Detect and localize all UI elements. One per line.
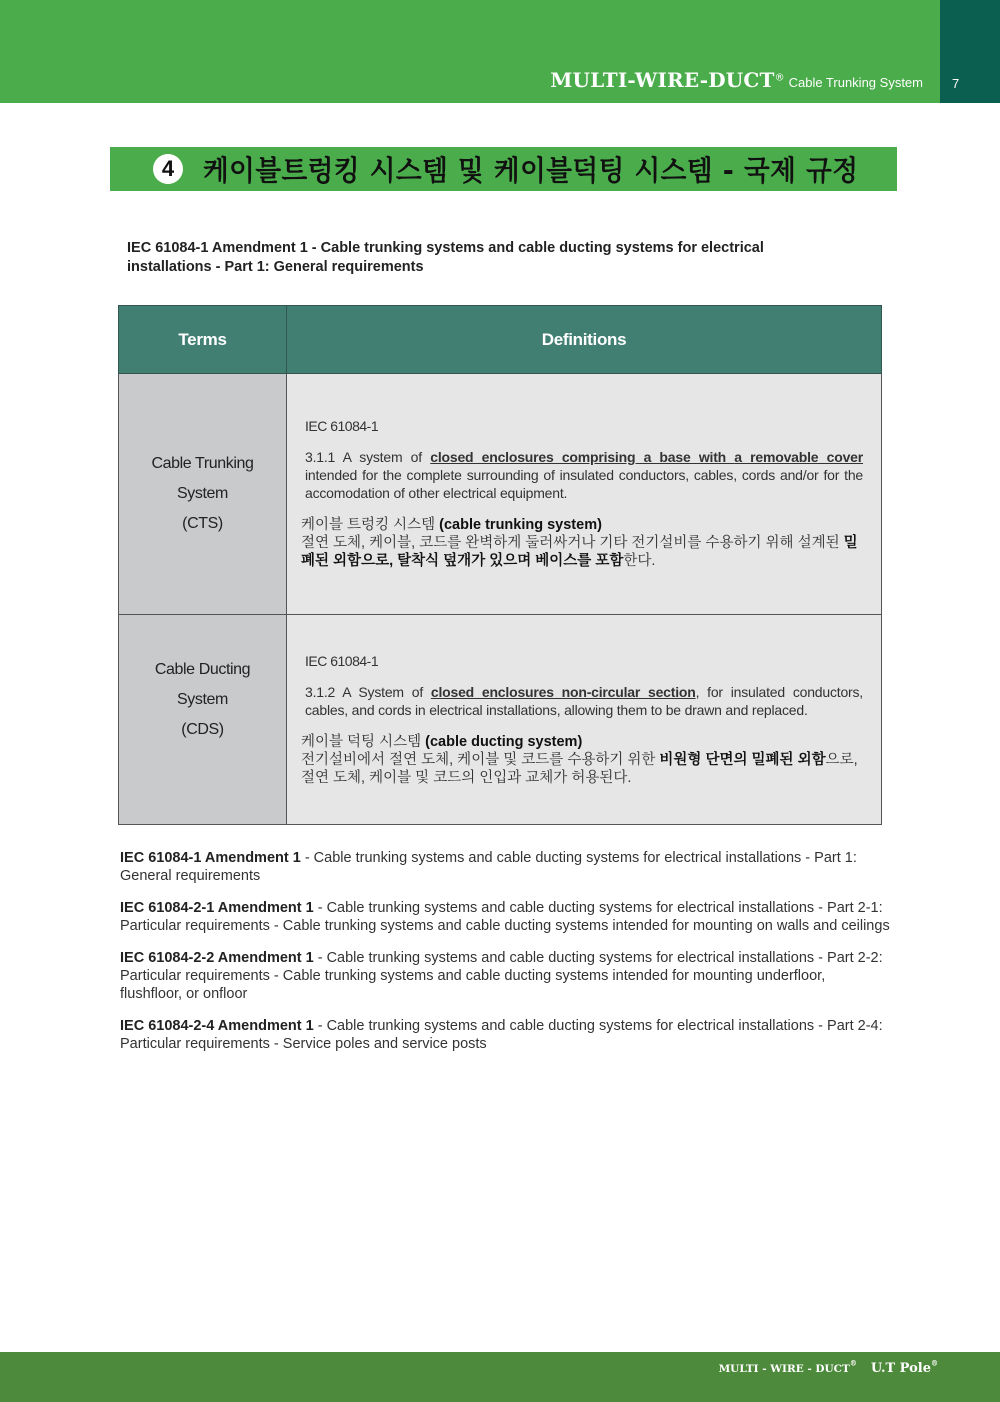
ko-text: 절연 도체, 케이블, 코드를 완벽하게 둘러싸거나 기타 전기설비를 수용하기 위해 설계된 [301, 535, 844, 551]
footer-mark: ® [931, 1358, 938, 1368]
reference-item [120, 849, 890, 885]
ko-text: 전기설비에서 절연 도체, 케이블 및 코드를 수용하기 위한 [301, 751, 660, 768]
ko-title-en: (cable ducting system) [425, 733, 583, 750]
definition-cell [287, 615, 882, 825]
definition-standard: IEC 61084-1 [305, 418, 379, 434]
reference-item [120, 899, 890, 935]
en-text: , for insulated conductors, cables, and cords in electrical installations, allowing them to be drawn and replaced. [305, 683, 863, 718]
table-header-row [119, 306, 882, 374]
ko-text: 으로, 절연 도체, 케이블 및 코드의 인입과 교체가 허용된다. [301, 751, 858, 786]
reference-code: IEC 61084-2-4 Amendment 1 [120, 1018, 314, 1034]
en-underline: a removable cover [734, 449, 864, 465]
definition-korean [301, 733, 863, 787]
term-line: System [177, 690, 228, 708]
brand-subtitle: Cable Trunking System [788, 75, 923, 90]
section-number-badge: 4 [153, 154, 183, 184]
definition-cell [287, 374, 882, 615]
en-text: 3.1.2 A System of [305, 683, 431, 700]
term-line: Cable Trunking [151, 455, 254, 472]
term-cell [119, 374, 287, 615]
footer-mark: ® [849, 1358, 857, 1368]
footer-brand [719, 1357, 938, 1376]
reference-code: IEC 61084-1 Amendment 1 [120, 850, 301, 866]
references-list [120, 849, 890, 1067]
ko-title-text: 케이블 트렁킹 시스템 [301, 517, 440, 533]
en-text: intended for the complete surrounding of insulated conductors, cables, cords and/or for the accomodation of other electrical equipment. [305, 467, 863, 501]
header-page-tab [940, 0, 1000, 103]
en-underline: closed enclosures comprising a base with [430, 449, 735, 465]
definition-english [305, 448, 863, 502]
footer-brand-utpole: U.T Pole [870, 1361, 931, 1376]
ko-bold: 밀폐된 외함으로, 탈착식 덮개가 있으며 베이스를 포함 [301, 535, 858, 569]
ko-bold: 비원형 단면의 밀폐된 외함 [659, 751, 826, 768]
definition-korean [301, 516, 863, 570]
term-abbr: (CTS) [182, 515, 223, 532]
reference-text: - Cable trunking systems and cable ducting systems for electrical installations - Part 2-1: Particular requirements - Cable trunking systems and cable ducting systems intended for mounting on walls and ceilings [120, 900, 890, 934]
section-title: 케이블트렁킹 시스템 및 케이블덕팅 시스템 - 국제 규정 [203, 154, 859, 187]
ko-title [301, 516, 863, 534]
definition-english [305, 683, 863, 719]
term-abbr: (CDS) [181, 720, 224, 738]
table-row [119, 615, 882, 825]
ko-title-en: (cable trunking system) [439, 517, 602, 533]
ko-text: 한다. [623, 553, 656, 569]
registered-mark: ® [774, 72, 785, 84]
reference-text: - Cable trunking systems and cable ducting systems for electrical installations - Part 1: General requirements [120, 850, 857, 884]
definitions-table [118, 305, 882, 825]
reference-code: IEC 61084-2-1 Amendment 1 [120, 900, 314, 916]
en-underline: closed enclosures non-circular section [430, 683, 696, 700]
intro-standard: IEC 61084-1 Amendment 1 - Cable trunking systems and cable ducting systems for electrical installations - Part 1: General requirements [127, 240, 764, 275]
brand-logo: MULTI-WIRE-DUCT [550, 68, 775, 92]
reference-code: IEC 61084-2-2 Amendment 1 [120, 950, 314, 966]
footer-brand-mwd: MULTI - WIRE - DUCT [718, 1363, 850, 1375]
term-cell [119, 615, 287, 825]
page-number: 7 [952, 76, 960, 91]
en-text: 3.1.1 A system of [305, 449, 431, 465]
ko-body [301, 534, 863, 570]
ko-title-text: 케이블 덕팅 시스템 [301, 733, 426, 750]
definition-standard: IEC 61084-1 [305, 652, 379, 669]
reference-item [120, 949, 890, 1003]
ko-body [301, 751, 863, 787]
table-row [119, 374, 882, 615]
term-line: System [177, 485, 228, 502]
reference-text: - Cable trunking systems and cable ducting systems for electrical installations - Part 2-4: Particular requirements - Service poles and service posts [120, 1018, 883, 1052]
reference-text: - Cable trunking systems and cable ducting systems for electrical installations - Part 2-2: Particular requirements - Cable trunking systems and cable ducting systems intended for mounting underfloor, flushfloor, or onfloor [120, 950, 883, 1002]
section-heading [110, 147, 897, 191]
header-brand [550, 68, 923, 92]
header-terms: Terms [119, 306, 287, 374]
term-line: Cable Ducting [154, 660, 251, 678]
reference-item [120, 1017, 890, 1053]
header-definitions: Definitions [287, 306, 882, 374]
ko-title [301, 733, 863, 751]
